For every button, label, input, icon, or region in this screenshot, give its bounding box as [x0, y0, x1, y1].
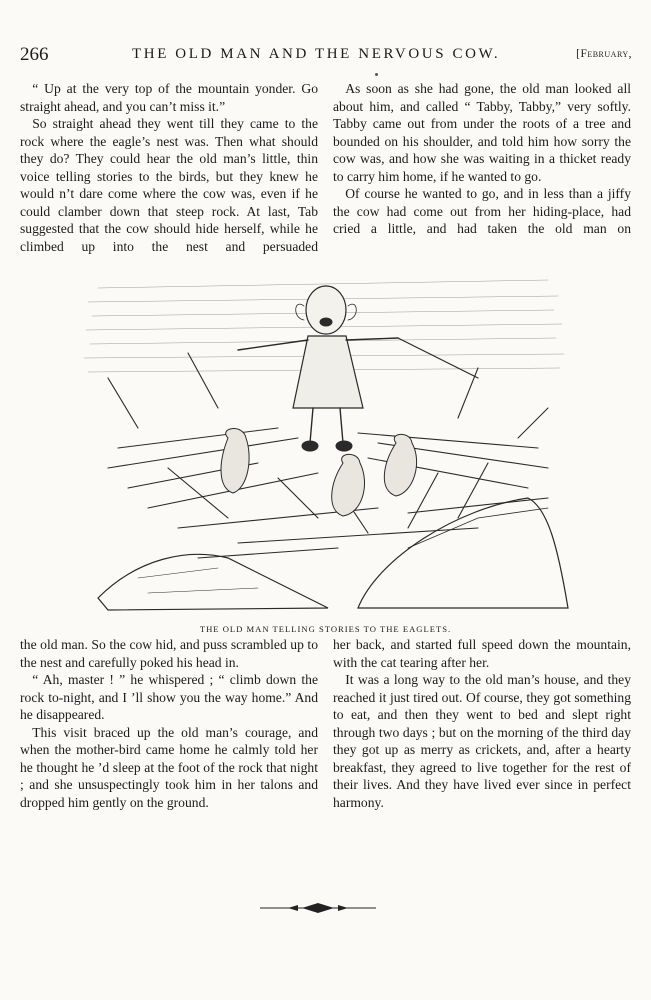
page-number: 266: [20, 44, 49, 65]
paragraph: “ Ah, master ! ” he whispered ; “ climb down the rock to-night, and I ’ll show you the way home.” And he disappeared.: [20, 672, 318, 722]
text-column-bottom-right: [333, 636, 631, 811]
paragraph: It was a long way to the old man’s house, and they reached it just tired out. Of course, they got something to eat, and then they went to bed and slept right through two days ; but on the morning of the third day they got up as merry as crickets, and, after a hearty breakfast, they agreed to live together for the rest of their lives. And they have lived ever since in perfect harmony.: [333, 672, 631, 810]
paragraph: “ Up at the very top of the mountain yonder. Go straight ahead, and you can’t miss it.”: [20, 81, 318, 114]
text-column-top-right: [333, 80, 631, 238]
header-dot: [375, 73, 378, 76]
text-column-bottom-left: [20, 636, 318, 811]
running-title: THE OLD MAN AND THE NERVOUS COW.: [132, 46, 501, 62]
old-man-figure: [238, 286, 478, 451]
tailpiece-ornament: [258, 902, 378, 914]
paragraph: As soon as she had gone, the old man looked all about him, and called “ Tabby, Tabby,” very softly. Tabby came out from under the roots of a tree and bounded on his shoulder, and told him how sorry the cow was, and how she was waiting in a thicket ready to carry him home, if he wanted to go.: [333, 81, 631, 184]
running-header: [20, 44, 632, 66]
text-column-top-left: [20, 80, 318, 255]
illustration-caption: THE OLD MAN TELLING STORIES TO THE EAGLETS.: [199, 624, 452, 634]
issue-month: [February,: [576, 48, 632, 60]
paragraph: So straight ahead they went till they came to the rock where the eagle’s nest was. Then what should they do? They could hear the old man’s little, thin voice telling stories to the birds, but they knew he would n’t dare come where the cow was, even if he could clamber down that steep rock. At last, Tab suggested that the cow should hide herself, while he climbed up into the nest and persuaded: [20, 116, 318, 254]
paragraph: her back, and started full speed down the mountain, with the cat tearing after her.: [333, 637, 631, 670]
eagle-nest-illustration: [78, 258, 576, 616]
eaglets: [221, 429, 417, 516]
rock-shapes: [98, 498, 568, 610]
paragraph: the old man. So the cow hid, and puss scrambled up to the nest and carefully poked his head in.: [20, 637, 318, 670]
paragraph: This visit braced up the old man’s courage, and when the mother-bird came home he calmly told her he thought he ’d sleep at the foot of the rock that night ; and she unsuspectingly took him in her talons and dropped him gently on the ground.: [20, 724, 318, 810]
paragraph: Of course he wanted to go, and in less than a jiffy the cow had come out from her hiding-place, had cried a little, and had taken the old man on: [333, 186, 631, 236]
